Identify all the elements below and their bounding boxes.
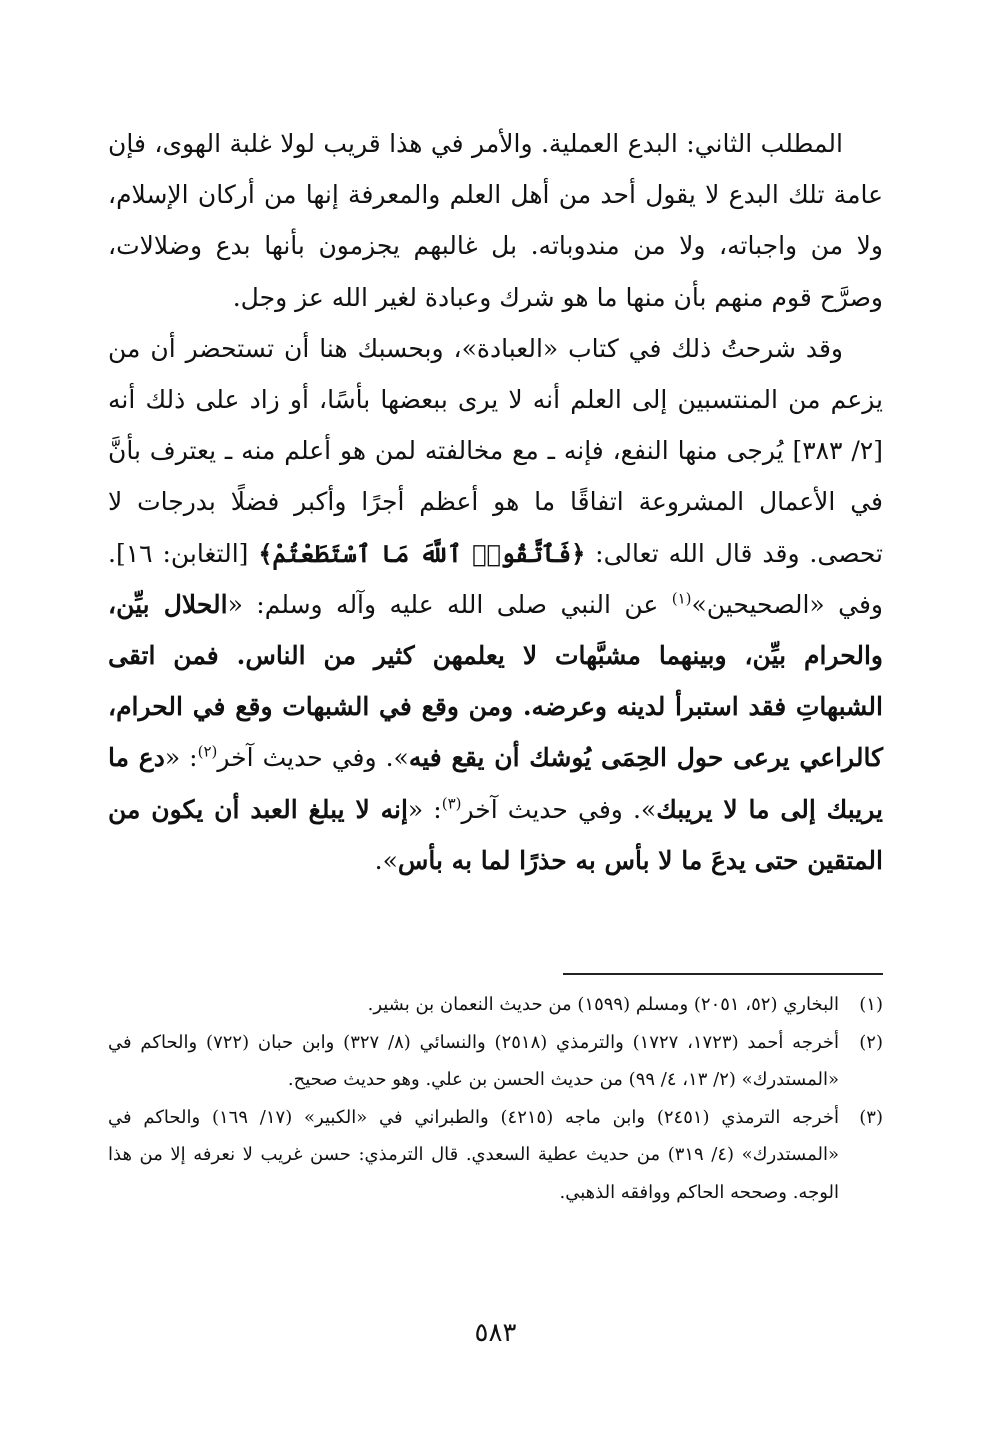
footnote-ref-1[interactable]: (١) xyxy=(671,589,692,608)
footnote-number: (٣) xyxy=(859,1106,883,1128)
footnote-ref-2[interactable]: (٢) xyxy=(197,743,218,762)
paragraph-text: عن النبي صلى الله عليه وآله وسلم: « xyxy=(227,589,659,619)
footnote-text: أخرجه أحمد (١٧٢٣، ١٧٢٧) والترمذي (٢٥١٨) والنسائي (٨/ ٣٢٧) وابن حبان (٧٢٢) والحاكم في «المستدرك» (٢/ ١٣، ٤/ ٩٩) من حديث الحسن بن علي. وهو حديث صحيح. xyxy=(108,1031,839,1091)
paragraph-bida-amaliyya xyxy=(108,118,883,323)
footnote-separator xyxy=(563,973,883,975)
paragraph-ibada xyxy=(108,323,883,886)
hadith-da-ma-yuribuk: دع ما يريبك إلى ما لا يريبك xyxy=(108,743,883,824)
paragraph-text: : « xyxy=(407,794,442,824)
paragraph-text: ». xyxy=(374,845,398,875)
footnote-ref-3[interactable]: (٣) xyxy=(441,794,462,813)
footnote-1 xyxy=(108,986,883,1024)
main-text xyxy=(108,118,883,886)
paragraph-text: : « xyxy=(164,743,198,773)
paragraph-text: ». وفي حديث آخر xyxy=(461,794,657,824)
hadith-halal-bayyin: الحلال بيِّن، والحرام بيِّن، وبينهما مشبَّهات لا يعلمهن كثير من الناس. فمن اتقى الشبهاتِ فقد استبرأ لدينه وعرضه. ومن وقع في الشبهات وقع في الحرام، كالراعي يرعى حول الحِمَى يُوشك أن يقع فيه xyxy=(108,589,883,773)
footnote-2 xyxy=(108,1024,883,1099)
footnote-number: (٢) xyxy=(859,1031,883,1053)
quran-verse: ﴿فَٱتَّقُوا۟ ٱللَّهَ مَا ٱسْتَطَعْتُمْ﴾ xyxy=(258,538,586,568)
paragraph-text: ». وفي حديث آخر xyxy=(217,743,409,773)
footnote-text: البخاري (٥٢، ٢٠٥١) ومسلم (١٥٩٩) من حديث النعمان بن بشير. xyxy=(367,994,839,1015)
footnote-text: أخرجه الترمذي (٢٤٥١) وابن ماجه (٤٢١٥) والطبراني في «الكبير» (١٧/ ١٦٩) والحاكم في «المستدرك» (٤/ ٣١٩) من حديث عطية السعدي. قال الترمذي: حسن غريب لا نعرفه إلا من هذا الوجه. وصححه الحاكم ووافقه الذهبي. xyxy=(108,1106,839,1203)
paragraph-text: وقد شرحتُ ذلك في كتاب «العبادة»، وبحسبك هنا أن تستحضر أن من يزعم من المنتسبين إلى العلم أنه لا يرى ببعضها بأسًا، أو زاد على ذلك أنه [٢/ ٣٨٣] يُرجى منها النفع، فإنه ـ مع مخالفته لمن هو أعلم منه ـ يعترف بأنَّ في الأعمال المشروعة اتفاقًا ما هو أعظم أجرًا وأكبر فضلًا بدرجات لا تحصى. وقد قال الله تعالى: xyxy=(108,333,883,568)
footnote-number: (١) xyxy=(859,994,883,1015)
paragraph-text: [التغابن: ١٦]. وفي «الصحيحين» xyxy=(108,538,883,619)
paragraph-text: المطلب الثاني: البدع العملية. والأمر في هذا قريب لولا غلبة الهوى، فإن عامة تلك البدع لا يقول أحد من أهل العلم والمعرفة إنها من أركان الإسلام، ولا من واجباته، ولا من مندوباته. بل غالبهم يجزمون بأنها بدع وضلالات، وصرَّح قوم منهم بأن منها ما هو شرك وعبادة لغير الله عز وجل. xyxy=(108,129,883,312)
footnote-3 xyxy=(108,1099,883,1212)
footnotes xyxy=(108,986,883,1212)
page-number: ٥٨٣ xyxy=(474,1318,517,1348)
hadith-muttaqin: إنه لا يبلغ العبد أن يكون من المتقين حتى يدعَ ما لا بأس به حذرًا لما به بأس xyxy=(108,794,883,875)
